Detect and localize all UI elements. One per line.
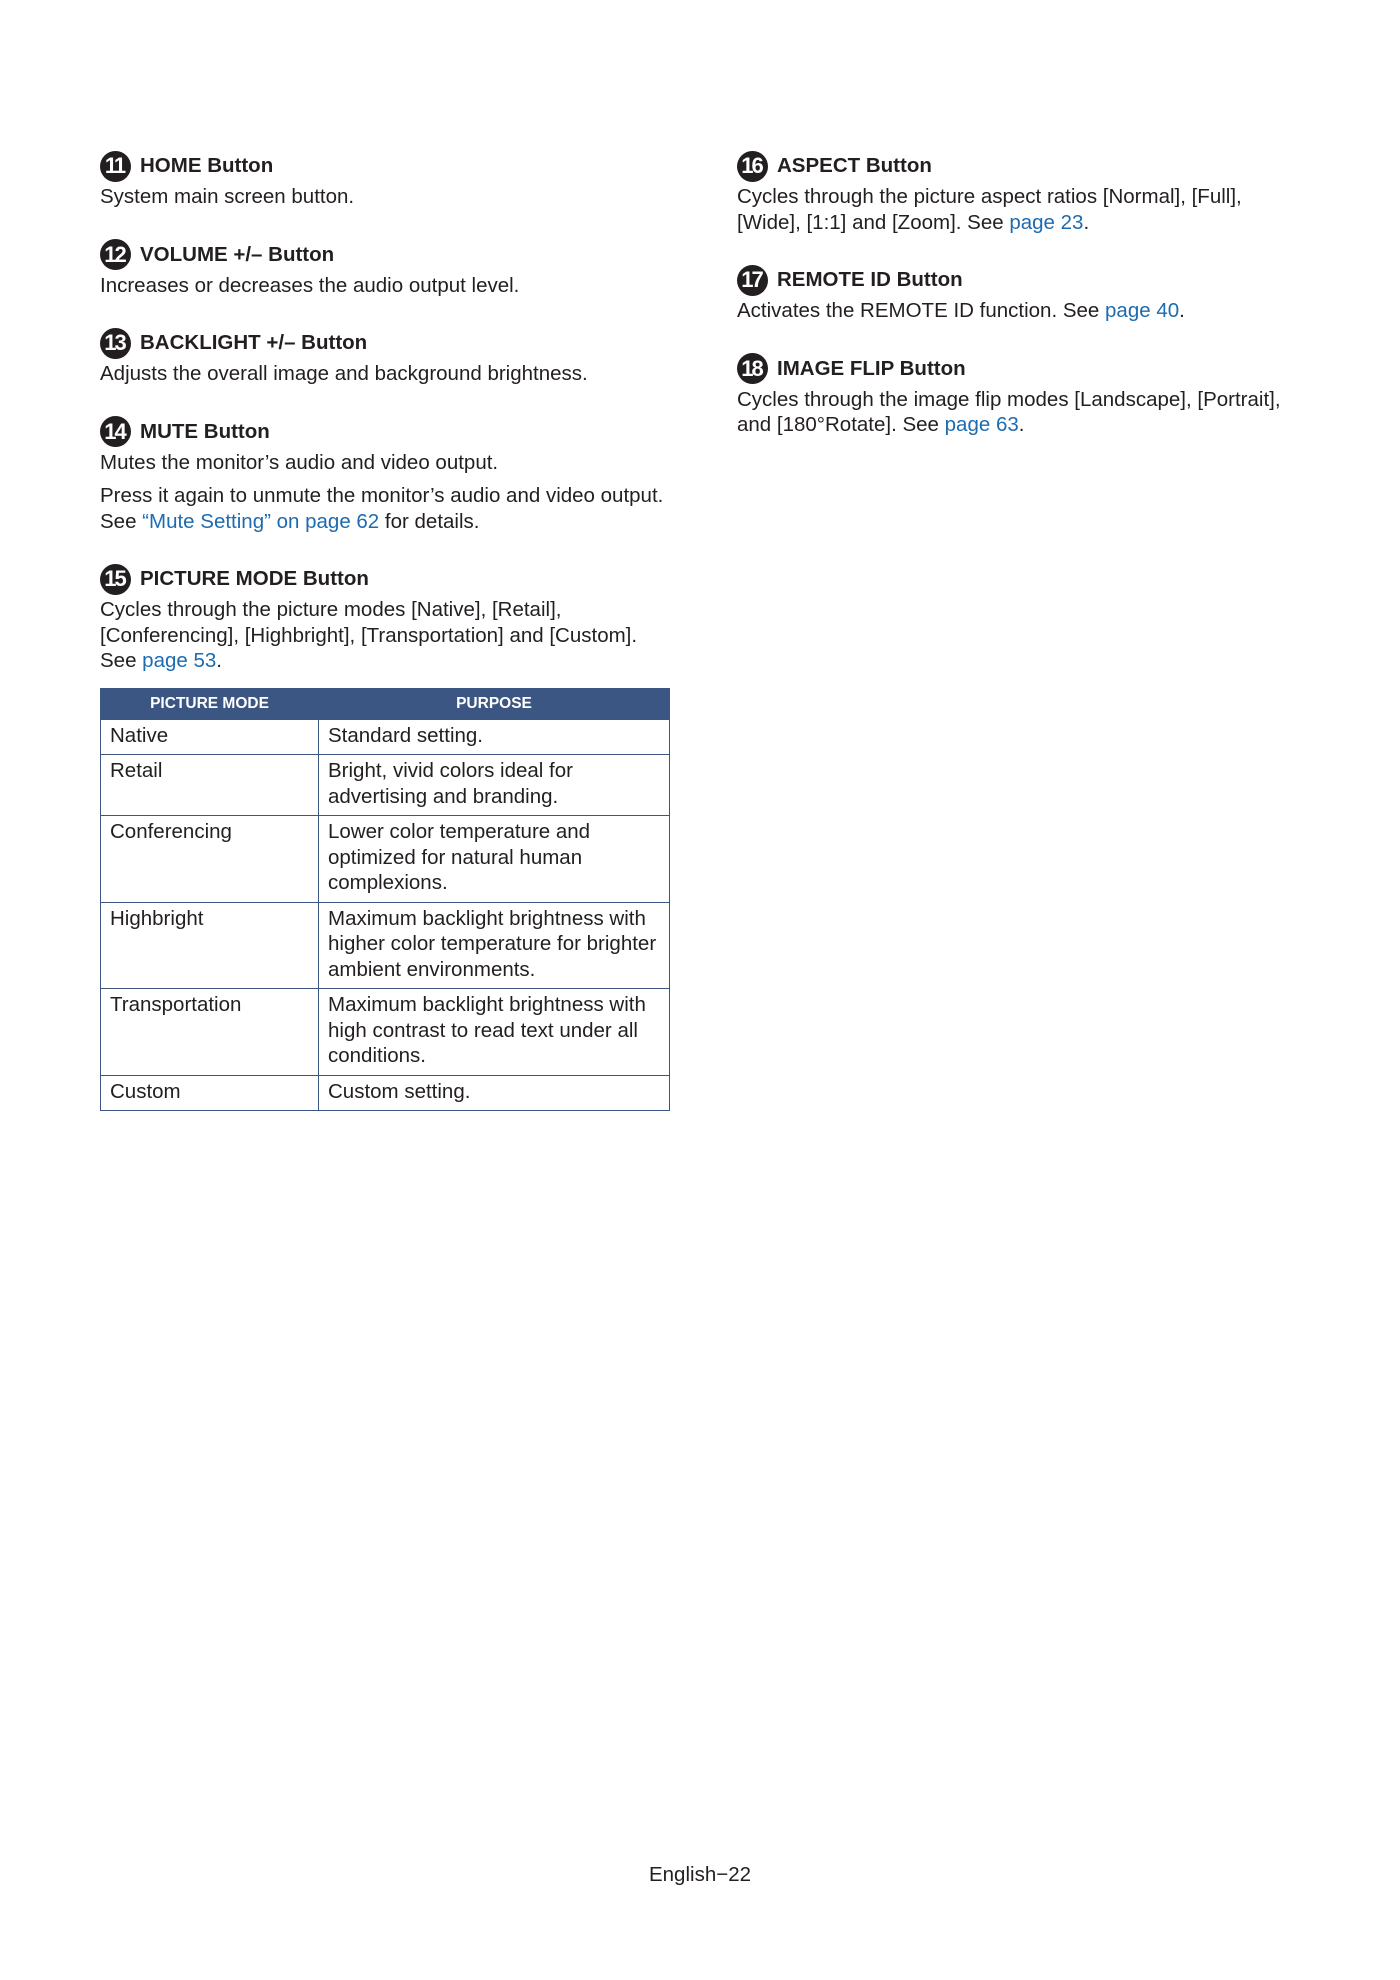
- mute-button-description: Mutes the monitor’s audio and video output.: [100, 450, 499, 474]
- image-flip-button-section: [737, 353, 1307, 438]
- table-row: [101, 755, 670, 816]
- remote-id-button-description: [737, 298, 1307, 324]
- image-flip-button-title: IMAGE FLIP Button: [777, 356, 966, 380]
- picture-mode-button-title: PICTURE MODE Button: [140, 567, 369, 590]
- volume-button-section: [100, 239, 670, 299]
- remote-id-button-title: REMOTE ID Button: [777, 268, 963, 291]
- page-40-link[interactable]: page 40: [1105, 299, 1180, 322]
- mute-setting-link[interactable]: “Mute Setting” on page 62: [142, 509, 380, 533]
- page-footer: English−22: [648, 1863, 751, 1886]
- mode-cell: Custom: [101, 1075, 319, 1111]
- number-12-icon: 12: [100, 239, 131, 270]
- volume-button-title: VOLUME +/– Button: [140, 242, 335, 266]
- purpose-cell: Maximum backlight brightness with higher color temperature for brighter ambient environments.: [319, 902, 670, 989]
- text-span: Activates the REMOTE ID function. See: [737, 299, 1106, 322]
- number-15-icon: 15: [100, 564, 131, 595]
- section-heading: [737, 264, 1307, 296]
- image-flip-button-description: [737, 387, 1307, 438]
- number-18-icon: 18: [737, 353, 768, 384]
- section-heading: [100, 327, 670, 359]
- text-span: .: [1083, 210, 1090, 234]
- number-17-icon: 17: [737, 265, 768, 296]
- picture-mode-button-section: [100, 563, 670, 1111]
- section-heading: [737, 150, 1307, 182]
- mode-cell: Highbright: [101, 902, 319, 989]
- section-heading: [100, 239, 670, 271]
- aspect-button-section: [737, 150, 1307, 235]
- section-heading: [100, 150, 670, 182]
- number-16-icon: 16: [737, 151, 768, 182]
- purpose-cell: Standard setting.: [319, 719, 670, 755]
- section-heading: [737, 353, 1307, 385]
- page-23-link[interactable]: page 23: [1009, 210, 1084, 234]
- volume-button-description: Increases or decreases the audio output level.: [100, 273, 520, 297]
- left-column: [100, 150, 670, 1140]
- column-header-purpose: PURPOSE: [319, 688, 670, 719]
- mode-cell: Native: [101, 719, 319, 755]
- mode-cell: Retail: [101, 755, 319, 816]
- page-53-link[interactable]: page 53: [142, 649, 217, 672]
- backlight-button-section: [100, 327, 670, 387]
- picture-mode-button-description: [100, 597, 670, 674]
- table-header-row: [101, 688, 670, 719]
- text-span: Cycles through the picture aspect ratios [Normal], [Full], [Wide], [1:1] and [Zoom]. See: [737, 185, 1242, 234]
- page-63-link[interactable]: page 63: [944, 413, 1019, 436]
- purpose-cell: Maximum backlight brightness with high contrast to read text under all conditions.: [319, 989, 670, 1076]
- mute-button-description-2: [100, 483, 670, 534]
- column-header-picture-mode: PICTURE MODE: [101, 688, 319, 719]
- aspect-button-title: ASPECT Button: [777, 154, 932, 177]
- number-14-icon: 14: [100, 416, 131, 447]
- mode-cell: Conferencing: [101, 816, 319, 903]
- number-11-icon: 11: [100, 151, 131, 182]
- text-span: Cycles through the image flip modes [Landscape], [Portrait], and [180°Rotate]. See: [737, 387, 1281, 436]
- home-button-description: System main screen button.: [100, 185, 355, 208]
- text-span: .: [216, 649, 222, 672]
- home-button-title: HOME Button: [140, 154, 274, 177]
- remote-id-button-section: [737, 264, 1307, 324]
- section-heading: [100, 416, 670, 448]
- right-column: [737, 150, 1307, 467]
- mute-button-title: MUTE Button: [140, 419, 270, 443]
- home-button-section: [100, 150, 670, 210]
- aspect-button-description: [737, 184, 1307, 235]
- backlight-button-description: Adjusts the overall image and background brightness.: [100, 362, 588, 385]
- table-row: [101, 719, 670, 755]
- text-span: Cycles through the picture modes [Native], [Retail], [Conferencing], [Highbright], [Transportation] and [Custom]. See: [100, 598, 638, 672]
- text-span: Press it again to unmute the monitor’s audio and video output. See: [100, 484, 664, 533]
- purpose-cell: Custom setting.: [319, 1075, 670, 1111]
- picture-mode-table: [100, 688, 670, 1112]
- text-span: for details.: [379, 509, 480, 533]
- purpose-cell: Bright, vivid colors ideal for advertising and branding.: [319, 755, 670, 816]
- purpose-cell: Lower color temperature and optimized for natural human complexions.: [319, 816, 670, 903]
- table-row: [101, 902, 670, 989]
- table-row: [101, 989, 670, 1076]
- mute-button-section: [100, 416, 670, 535]
- number-13-icon: 13: [100, 328, 131, 359]
- table-row: [101, 816, 670, 903]
- text-span: .: [1018, 413, 1025, 436]
- table-row: [101, 1075, 670, 1111]
- section-heading: [100, 563, 670, 595]
- backlight-button-title: BACKLIGHT +/– Button: [140, 331, 368, 354]
- text-span: .: [1179, 299, 1185, 322]
- mode-cell: Transportation: [101, 989, 319, 1076]
